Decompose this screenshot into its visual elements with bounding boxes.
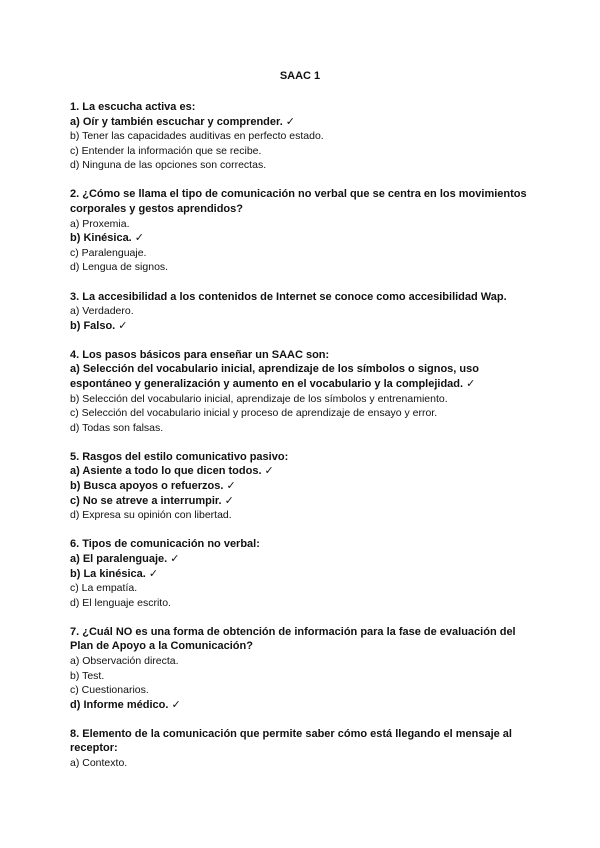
answer-option: a) Proxemia. [70, 217, 130, 230]
answer-option: b) La kinésica. ✓ [70, 567, 159, 580]
question-text: 8. Elemento de la comunicación que permite saber cómo está llegando el mensaje al receptor: [70, 727, 512, 755]
answer-option: d) Informe médico. ✓ [70, 698, 181, 711]
answer-option: c) No se atreve a interrumpir. ✓ [70, 494, 234, 507]
answer-option: a) Contexto. [70, 757, 128, 770]
question-text: 7. ¿Cuál NO es una forma de obtención de información para la fase de evaluación del Plan de Apoyo a la Comunicación? [70, 625, 516, 653]
answer-option: c) Selección del vocabulario inicial y proceso de aprendizaje de ensayo y error. [70, 407, 438, 420]
question-6 [70, 537, 530, 610]
question-text: 5. Rasgos del estilo comunicativo pasivo: [70, 450, 289, 463]
question-7 [70, 625, 530, 713]
answer-option: b) Busca apoyos o refuerzos. ✓ [70, 480, 236, 493]
answer-option: c) Paralenguaje. [70, 246, 147, 259]
question-list [70, 100, 530, 785]
answer-option: d) El lenguaje escrito. [70, 596, 171, 609]
question-5 [70, 450, 530, 523]
question-4 [70, 348, 530, 436]
answer-option: a) Asiente a todo lo que dicen todos. ✓ [70, 465, 274, 478]
answer-option: b) Test. [70, 669, 105, 682]
answer-option: d) Todas son falsas. [70, 421, 164, 434]
answer-option: a) El paralenguaje. ✓ [70, 552, 180, 565]
question-1 [70, 100, 530, 173]
answer-option: c) Cuestionarios. [70, 684, 149, 697]
question-3 [70, 290, 530, 334]
answer-option: b) Tener las capacidades auditivas en perfecto estado. [70, 130, 324, 143]
answer-option: d) Lengua de signos. [70, 261, 169, 274]
answer-option: b) Falso. ✓ [70, 319, 128, 332]
answer-option: d) Expresa su opinión con libertad. [70, 509, 232, 522]
page-title: SAAC 1 [279, 70, 321, 82]
answer-option: b) Kinésica. ✓ [70, 232, 145, 245]
question-text: 6. Tipos de comunicación no verbal: [70, 538, 260, 551]
answer-option: b) Selección del vocabulario inicial, aprendizaje de los símbolos y entrenamiento. [70, 392, 448, 405]
question-2 [70, 187, 530, 275]
question-text: 2. ¿Cómo se llama el tipo de comunicación no verbal que se centra en los movimientos corporales y gestos aprendidos? [70, 188, 527, 216]
answer-option: a) Observación directa. [70, 655, 179, 667]
question-text: 3. La accesibilidad a los contenidos de Internet se conoce como accesibilidad Wap. [70, 290, 507, 303]
answer-option: c) La empatía. [70, 582, 138, 595]
question-8 [70, 727, 530, 771]
question-text: 1. La escucha activa es: [70, 101, 196, 113]
answer-option: d) Ninguna de las opciones son correctas. [70, 159, 267, 172]
question-text: 4. Los pasos básicos para enseñar un SAAC son: [70, 348, 330, 361]
answer-option: a) Verdadero. [70, 305, 134, 318]
answer-option: c) Entender la información que se recibe. [70, 144, 262, 157]
answer-option: a) Oír y también escuchar y comprender. ✓ [70, 115, 296, 128]
answer-option: a) Selección del vocabulario inicial, aprendizaje de los símbolos o signos, uso espontáneo y generalización y aumento en el vocabulario y la complejidad. ✓ [70, 363, 479, 390]
